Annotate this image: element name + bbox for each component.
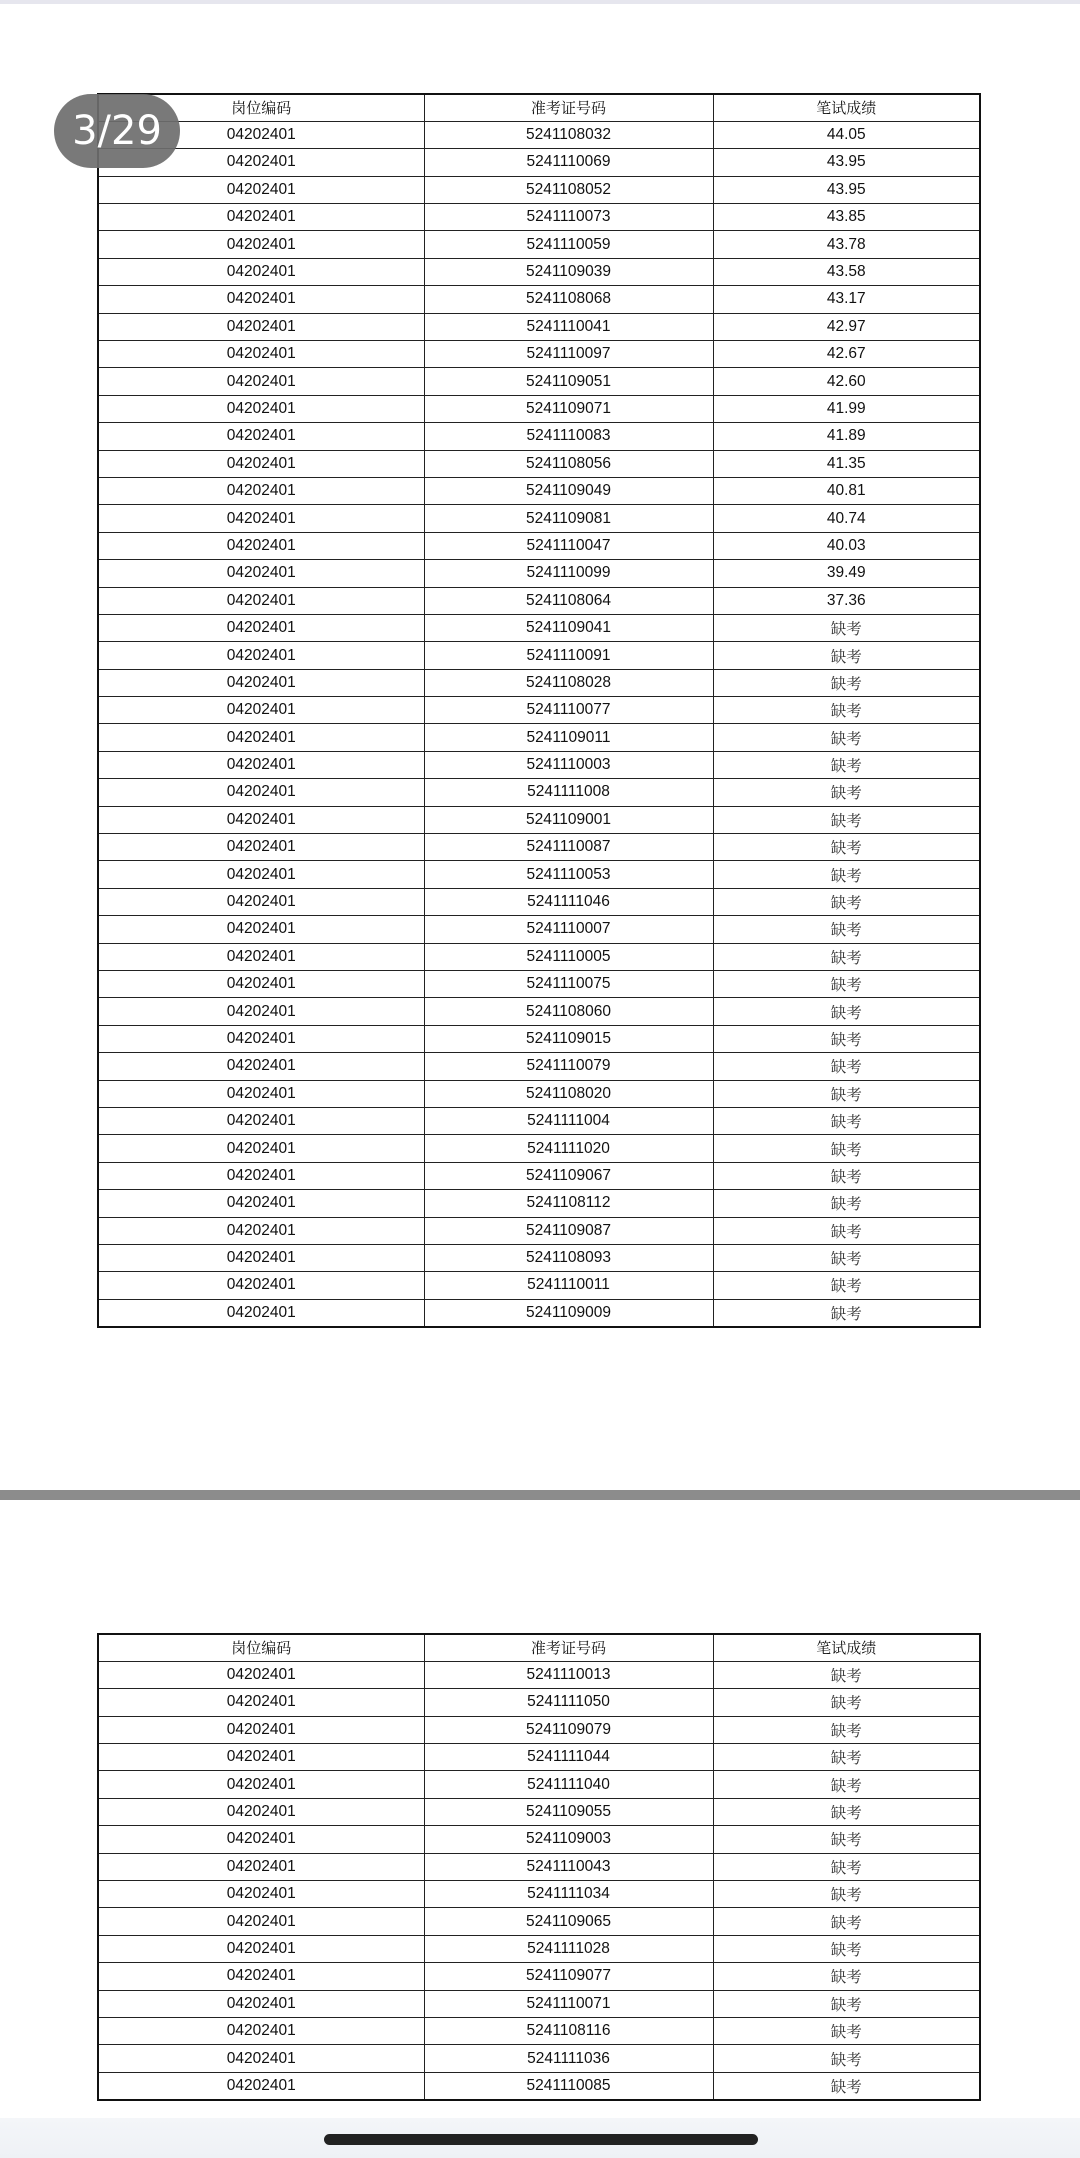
table-row	[98, 1190, 980, 1217]
cell-exam-number: 5241110043	[424, 1853, 713, 1880]
cell-post-code: 04202401	[98, 1853, 424, 1880]
table-row	[98, 204, 980, 231]
cell-post-code: 04202401	[98, 1716, 424, 1743]
table-row	[98, 1080, 980, 1107]
table-row	[98, 477, 980, 504]
cell-exam-number: 5241111020	[424, 1135, 713, 1162]
cell-post-code: 04202401	[98, 971, 424, 998]
cell-written-score: 43.95	[713, 176, 980, 203]
cell-written-score: 43.58	[713, 258, 980, 285]
cell-exam-number: 5241110097	[424, 341, 713, 368]
cell-written-score: 缺考	[713, 1272, 980, 1299]
table-row	[98, 1798, 980, 1825]
cell-written-score: 缺考	[713, 669, 980, 696]
cell-post-code: 04202401	[98, 313, 424, 340]
cell-exam-number: 5241108112	[424, 1190, 713, 1217]
table-row	[98, 1025, 980, 1052]
cell-exam-number: 5241110087	[424, 834, 713, 861]
cell-written-score: 缺考	[713, 1299, 980, 1326]
cell-post-code: 04202401	[98, 1217, 424, 1244]
table-row	[98, 149, 980, 176]
cell-post-code: 04202401	[98, 779, 424, 806]
cell-exam-number: 5241109001	[424, 806, 713, 833]
cell-exam-number: 5241110073	[424, 204, 713, 231]
table-row	[98, 587, 980, 614]
cell-post-code: 04202401	[98, 368, 424, 395]
cell-post-code: 04202401	[98, 121, 424, 148]
table-row	[98, 779, 980, 806]
cell-exam-number: 5241111044	[424, 1744, 713, 1771]
cell-exam-number: 5241110007	[424, 916, 713, 943]
table-header-row	[98, 1634, 980, 1661]
cell-post-code: 04202401	[98, 2072, 424, 2099]
cell-written-score: 缺考	[713, 971, 980, 998]
cell-exam-number: 5241110003	[424, 751, 713, 778]
cell-written-score: 缺考	[713, 1107, 980, 1134]
cell-written-score: 40.74	[713, 505, 980, 532]
table-row	[98, 614, 980, 641]
cell-exam-number: 5241108068	[424, 286, 713, 313]
cell-post-code: 04202401	[98, 724, 424, 751]
table-row	[98, 1272, 980, 1299]
cell-post-code: 04202401	[98, 258, 424, 285]
table-row	[98, 231, 980, 258]
cell-exam-number: 5241109003	[424, 1826, 713, 1853]
score-table-page-3	[97, 93, 981, 1328]
table-row	[98, 1661, 980, 1688]
cell-written-score: 缺考	[713, 1853, 980, 1880]
cell-exam-number: 5241108056	[424, 450, 713, 477]
cell-exam-number: 5241110011	[424, 1272, 713, 1299]
cell-written-score: 40.81	[713, 477, 980, 504]
cell-written-score: 缺考	[713, 1080, 980, 1107]
cell-written-score: 43.85	[713, 204, 980, 231]
cell-written-score: 41.89	[713, 423, 980, 450]
table-row	[98, 450, 980, 477]
cell-exam-number: 5241110069	[424, 149, 713, 176]
cell-written-score: 缺考	[713, 888, 980, 915]
cell-exam-number: 5241110005	[424, 943, 713, 970]
table-row	[98, 2072, 980, 2099]
cell-post-code: 04202401	[98, 1299, 424, 1326]
cell-written-score: 缺考	[713, 1244, 980, 1271]
table-row	[98, 1107, 980, 1134]
cell-post-code: 04202401	[98, 1190, 424, 1217]
header-post-code: 岗位编码	[98, 1634, 424, 1661]
table-row	[98, 1162, 980, 1189]
table-body	[98, 121, 980, 1326]
cell-post-code: 04202401	[98, 1272, 424, 1299]
table-row	[98, 313, 980, 340]
cell-post-code: 04202401	[98, 231, 424, 258]
cell-exam-number: 5241109041	[424, 614, 713, 641]
cell-exam-number: 5241110071	[424, 1990, 713, 2017]
cell-written-score: 缺考	[713, 1025, 980, 1052]
page-counter-badge: 3/29	[54, 94, 180, 168]
table-header-row	[98, 94, 980, 121]
cell-post-code: 04202401	[98, 505, 424, 532]
cell-post-code: 04202401	[98, 176, 424, 203]
cell-written-score: 缺考	[713, 614, 980, 641]
cell-exam-number: 5241111034	[424, 1881, 713, 1908]
cell-post-code: 04202401	[98, 1935, 424, 1962]
cell-exam-number: 5241110091	[424, 642, 713, 669]
cell-written-score: 缺考	[713, 834, 980, 861]
cell-post-code: 04202401	[98, 1080, 424, 1107]
cell-written-score: 缺考	[713, 861, 980, 888]
cell-post-code: 04202401	[98, 834, 424, 861]
cell-exam-number: 5241108028	[424, 669, 713, 696]
table-row	[98, 176, 980, 203]
header-exam-number: 准考证号码	[424, 94, 713, 121]
cell-written-score: 缺考	[713, 1716, 980, 1743]
table-row	[98, 560, 980, 587]
cell-post-code: 04202401	[98, 1162, 424, 1189]
table-row	[98, 1935, 980, 1962]
cell-exam-number: 5241110059	[424, 231, 713, 258]
table-row	[98, 2045, 980, 2072]
cell-post-code: 04202401	[98, 1107, 424, 1134]
cell-post-code: 04202401	[98, 916, 424, 943]
cell-post-code: 04202401	[98, 697, 424, 724]
score-table-page-4	[97, 1633, 981, 2101]
cell-exam-number: 5241109039	[424, 258, 713, 285]
table-row	[98, 1244, 980, 1271]
cell-written-score: 缺考	[713, 724, 980, 751]
cell-post-code: 04202401	[98, 2045, 424, 2072]
cell-exam-number: 5241109077	[424, 1963, 713, 1990]
header-exam-number: 准考证号码	[424, 1634, 713, 1661]
cell-exam-number: 5241109071	[424, 395, 713, 422]
home-indicator[interactable]	[324, 2134, 758, 2145]
table-row	[98, 2017, 980, 2044]
cell-written-score: 43.78	[713, 231, 980, 258]
cell-exam-number: 5241111050	[424, 1689, 713, 1716]
cell-post-code: 04202401	[98, 1025, 424, 1052]
cell-post-code: 04202401	[98, 1135, 424, 1162]
cell-post-code: 04202401	[98, 614, 424, 641]
cell-written-score: 缺考	[713, 1990, 980, 2017]
cell-post-code: 04202401	[98, 998, 424, 1025]
table-row	[98, 669, 980, 696]
cell-written-score: 缺考	[713, 2072, 980, 2099]
cell-exam-number: 5241108116	[424, 2017, 713, 2044]
cell-exam-number: 5241110099	[424, 560, 713, 587]
cell-written-score: 缺考	[713, 2017, 980, 2044]
header-post-code: 岗位编码	[98, 94, 424, 121]
cell-post-code: 04202401	[98, 286, 424, 313]
cell-exam-number: 5241111028	[424, 1935, 713, 1962]
table-row	[98, 368, 980, 395]
table-row	[98, 1217, 980, 1244]
table-row	[98, 1744, 980, 1771]
cell-exam-number: 5241108064	[424, 587, 713, 614]
cell-exam-number: 5241110075	[424, 971, 713, 998]
cell-post-code: 04202401	[98, 1963, 424, 1990]
cell-written-score: 43.95	[713, 149, 980, 176]
cell-post-code: 04202401	[98, 560, 424, 587]
cell-written-score: 缺考	[713, 1771, 980, 1798]
cell-exam-number: 5241111046	[424, 888, 713, 915]
table-row	[98, 1135, 980, 1162]
cell-exam-number: 5241109067	[424, 1162, 713, 1189]
table-row	[98, 998, 980, 1025]
table-row	[98, 395, 980, 422]
table-row	[98, 121, 980, 148]
cell-exam-number: 5241110077	[424, 697, 713, 724]
table-row	[98, 861, 980, 888]
cell-written-score: 缺考	[713, 1661, 980, 1688]
table-row	[98, 1771, 980, 1798]
table-row	[98, 888, 980, 915]
cell-post-code: 04202401	[98, 1990, 424, 2017]
cell-written-score: 缺考	[713, 1162, 980, 1189]
cell-exam-number: 5241109081	[424, 505, 713, 532]
table-row	[98, 1053, 980, 1080]
cell-exam-number: 5241109079	[424, 1716, 713, 1743]
cell-written-score: 缺考	[713, 2045, 980, 2072]
table-row	[98, 916, 980, 943]
cell-post-code: 04202401	[98, 888, 424, 915]
cell-post-code: 04202401	[98, 1053, 424, 1080]
cell-exam-number: 5241109049	[424, 477, 713, 504]
table-row	[98, 341, 980, 368]
cell-post-code: 04202401	[98, 1661, 424, 1688]
cell-written-score: 缺考	[713, 1053, 980, 1080]
cell-written-score: 缺考	[713, 1135, 980, 1162]
cell-post-code: 04202401	[98, 861, 424, 888]
cell-post-code: 04202401	[98, 1771, 424, 1798]
cell-exam-number: 5241109055	[424, 1798, 713, 1825]
cell-written-score: 缺考	[713, 1826, 980, 1853]
cell-post-code: 04202401	[98, 806, 424, 833]
table-row	[98, 258, 980, 285]
cell-written-score: 缺考	[713, 1744, 980, 1771]
table-row	[98, 423, 980, 450]
cell-post-code: 04202401	[98, 587, 424, 614]
cell-post-code: 04202401	[98, 423, 424, 450]
table-row	[98, 943, 980, 970]
cell-post-code: 04202401	[98, 532, 424, 559]
cell-post-code: 04202401	[98, 1908, 424, 1935]
table-row	[98, 806, 980, 833]
table-row	[98, 1716, 980, 1743]
cell-exam-number: 5241108060	[424, 998, 713, 1025]
cell-exam-number: 5241111036	[424, 2045, 713, 2072]
cell-written-score: 缺考	[713, 1963, 980, 1990]
cell-written-score: 42.60	[713, 368, 980, 395]
cell-post-code: 04202401	[98, 1689, 424, 1716]
cell-written-score: 42.67	[713, 341, 980, 368]
cell-post-code: 04202401	[98, 204, 424, 231]
cell-post-code: 04202401	[98, 450, 424, 477]
header-written-score: 笔试成绩	[713, 1634, 980, 1661]
cell-post-code: 04202401	[98, 1744, 424, 1771]
table-row	[98, 505, 980, 532]
cell-exam-number: 5241110047	[424, 532, 713, 559]
cell-post-code: 04202401	[98, 341, 424, 368]
cell-written-score: 缺考	[713, 1881, 980, 1908]
table-row	[98, 1853, 980, 1880]
table-body	[98, 1661, 980, 2099]
cell-written-score: 41.99	[713, 395, 980, 422]
cell-exam-number: 5241109051	[424, 368, 713, 395]
cell-written-score: 缺考	[713, 998, 980, 1025]
cell-written-score: 缺考	[713, 916, 980, 943]
cell-written-score: 缺考	[713, 1908, 980, 1935]
table-row	[98, 642, 980, 669]
cell-written-score: 42.97	[713, 313, 980, 340]
cell-exam-number: 5241108032	[424, 121, 713, 148]
cell-exam-number: 5241110083	[424, 423, 713, 450]
table-row	[98, 751, 980, 778]
cell-post-code: 04202401	[98, 1881, 424, 1908]
cell-exam-number: 5241110079	[424, 1053, 713, 1080]
cell-written-score: 缺考	[713, 1217, 980, 1244]
cell-exam-number: 5241108093	[424, 1244, 713, 1271]
cell-post-code: 04202401	[98, 477, 424, 504]
cell-exam-number: 5241109015	[424, 1025, 713, 1052]
table-row	[98, 532, 980, 559]
cell-written-score: 缺考	[713, 697, 980, 724]
cell-exam-number: 5241108052	[424, 176, 713, 203]
cell-written-score: 缺考	[713, 1190, 980, 1217]
viewer-top-bar	[0, 0, 1080, 4]
cell-written-score: 43.17	[713, 286, 980, 313]
cell-post-code: 04202401	[98, 751, 424, 778]
cell-exam-number: 5241111004	[424, 1107, 713, 1134]
table-row	[98, 1689, 980, 1716]
cell-post-code: 04202401	[98, 1244, 424, 1271]
cell-post-code: 04202401	[98, 943, 424, 970]
table-row	[98, 724, 980, 751]
cell-written-score: 40.03	[713, 532, 980, 559]
cell-written-score: 缺考	[713, 1689, 980, 1716]
cell-post-code: 04202401	[98, 2017, 424, 2044]
cell-written-score: 39.49	[713, 560, 980, 587]
cell-exam-number: 5241111040	[424, 1771, 713, 1798]
cell-post-code: 04202401	[98, 1826, 424, 1853]
header-written-score: 笔试成绩	[713, 94, 980, 121]
cell-exam-number: 5241110053	[424, 861, 713, 888]
table-row	[98, 834, 980, 861]
table-row	[98, 1963, 980, 1990]
cell-exam-number: 5241108020	[424, 1080, 713, 1107]
page-divider	[0, 1490, 1080, 1500]
table-row	[98, 1826, 980, 1853]
table-row	[98, 1908, 980, 1935]
cell-exam-number: 5241109087	[424, 1217, 713, 1244]
cell-written-score: 37.36	[713, 587, 980, 614]
cell-written-score: 缺考	[713, 642, 980, 669]
cell-written-score: 44.05	[713, 121, 980, 148]
cell-post-code: 04202401	[98, 1798, 424, 1825]
table-row	[98, 697, 980, 724]
cell-written-score: 缺考	[713, 1935, 980, 1962]
table-row	[98, 971, 980, 998]
cell-exam-number: 5241109009	[424, 1299, 713, 1326]
cell-exam-number: 5241109065	[424, 1908, 713, 1935]
cell-post-code: 04202401	[98, 642, 424, 669]
table-row	[98, 1990, 980, 2017]
cell-written-score: 缺考	[713, 751, 980, 778]
cell-written-score: 缺考	[713, 779, 980, 806]
table-row	[98, 1299, 980, 1326]
cell-post-code: 04202401	[98, 149, 424, 176]
cell-exam-number: 5241111008	[424, 779, 713, 806]
cell-exam-number: 5241109011	[424, 724, 713, 751]
cell-written-score: 缺考	[713, 1798, 980, 1825]
table-row	[98, 1881, 980, 1908]
cell-exam-number: 5241110013	[424, 1661, 713, 1688]
table-row	[98, 286, 980, 313]
cell-written-score: 缺考	[713, 806, 980, 833]
cell-exam-number: 5241110041	[424, 313, 713, 340]
cell-post-code: 04202401	[98, 395, 424, 422]
cell-exam-number: 5241110085	[424, 2072, 713, 2099]
cell-post-code: 04202401	[98, 669, 424, 696]
cell-written-score: 缺考	[713, 943, 980, 970]
cell-written-score: 41.35	[713, 450, 980, 477]
